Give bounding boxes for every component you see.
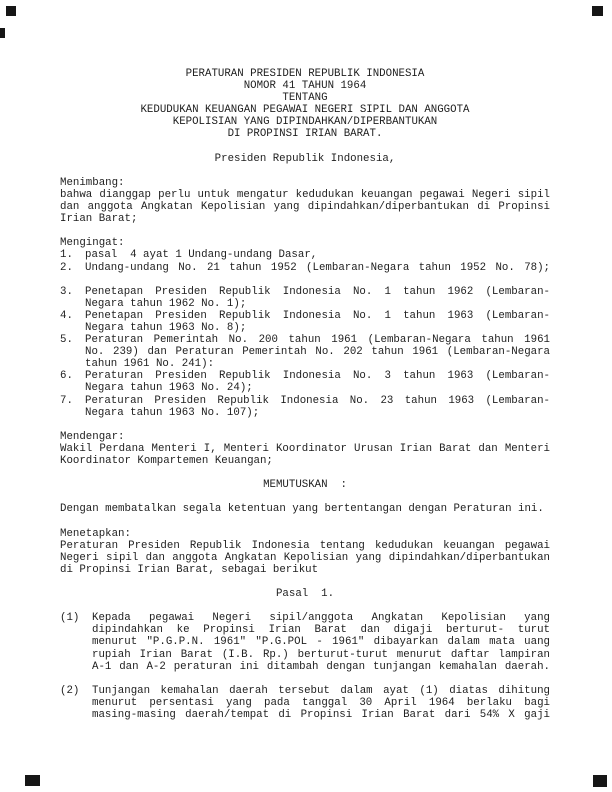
scan-mark-bottom-right-icon (593, 775, 607, 787)
doc-line-text: Peraturan Pemerintah No. 200 tahun 1961 (Lembaran-Negara tahun 1961 (85, 334, 550, 347)
doc-content (60, 68, 550, 721)
doc-line-text: No. 239) dan Peraturan Pemerintah No. 202 tahun 1961 (Lembaran-Negara (85, 346, 550, 359)
doc-line-text: DI PROPINSI IRIAN BARAT. (227, 128, 383, 141)
doc-line (60, 709, 550, 721)
doc-line (60, 382, 550, 394)
doc-line (60, 624, 550, 636)
doc-line-text: menurut "P.G.P.N. 1961" "P.G.POL - 1961" dibayarkan dalam mata uang (92, 636, 550, 649)
doc-line-text: Peraturan Presiden Republik Indonesia No. 3 tahun 1963 (Lembaran- (85, 370, 550, 383)
doc-line (60, 395, 550, 407)
blank-line (60, 673, 550, 685)
doc-line-text: Irian Barat; (60, 213, 138, 226)
scan-mark-bottom-left-icon (25, 775, 40, 786)
doc-line (60, 564, 550, 576)
doc-line-text: NOMOR 41 TAHUN 1964 (243, 80, 367, 93)
doc-line (60, 286, 550, 298)
doc-line-text: Koordinator Kompartemen Keuangan; (60, 455, 273, 467)
doc-line-text: masing-masing daerah/tempat di Propinsi Irian Barat dari 54% X gaji (92, 708, 550, 721)
doc-line-text: menurut persentasi yang pada tanggal 30 April 1964 berlaku bagi (92, 696, 550, 709)
doc-line-text: bahwa dianggap perlu untuk mengatur kedudukan keuangan pegawai Negeri sipil (60, 188, 550, 201)
blank-line (60, 419, 550, 431)
blank-line (60, 165, 550, 177)
doc-line-text: rupiah Irian Barat (I.B. Rp.) berturut-turut menurut daftar lampiran (92, 648, 550, 661)
doc-title-line (60, 104, 550, 116)
doc-line (60, 661, 550, 673)
doc-line-text: Mendengar: (60, 430, 125, 443)
doc-line-text: Pasal 1. (275, 588, 335, 601)
item-marker: 1. (60, 249, 73, 262)
doc-line (60, 189, 550, 201)
doc-line-text: MEMUTUSKAN : (263, 479, 347, 492)
doc-line-text: KEDUDUKAN KEUANGAN PEGAWAI NEGERI SIPIL DAN ANGGOTA (140, 104, 470, 117)
section-label (60, 237, 550, 249)
item-marker: 4. (60, 309, 73, 322)
doc-line-text: Presiden Republik Indonesia, (214, 152, 396, 165)
doc-line (60, 697, 550, 709)
doc-line (60, 213, 550, 225)
item-marker: (1) (60, 612, 80, 625)
doc-title-line (60, 80, 550, 92)
doc-line (60, 201, 550, 213)
blank-line (60, 576, 550, 588)
doc-line (60, 540, 550, 552)
doc-line-text: Wakil Perdana Menteri I, Menteri Koordinator Urusan Irian Barat dan Menteri (60, 442, 550, 455)
blank-line (60, 225, 550, 237)
doc-line-text: Peraturan Presiden Republik Indonesia No. 23 tahun 1963 (Lembaran- (85, 394, 550, 407)
doc-line-text: pasal 4 ayat 1 Undang-undang Dasar, (85, 249, 318, 262)
item-marker: 3. (60, 285, 73, 298)
doc-title-line (60, 128, 550, 140)
doc-line (60, 407, 550, 419)
item-marker: 7. (60, 394, 73, 407)
blank-line (60, 274, 550, 286)
doc-line-text: dipindahkan ke Propinsi Irian Barat dan digaji berturut- turut (92, 624, 550, 637)
doc-line-text: Menetapkan: (60, 527, 131, 540)
doc-line-text: Menimbang: (60, 176, 125, 189)
doc-title-line (60, 68, 550, 80)
doc-line (60, 649, 550, 661)
doc-line (60, 612, 550, 624)
pasal-heading (60, 588, 550, 600)
doc-line-text: Mengingat: (60, 237, 125, 250)
scan-mark-top-left-icon (6, 6, 16, 16)
doc-line-text: KEPOLISIAN YANG DIPINDAHKAN/DIPERBANTUKAN (172, 116, 438, 129)
blank-line (60, 467, 550, 479)
blank-line (60, 141, 550, 153)
blank-line (60, 515, 550, 527)
doc-line (60, 322, 550, 334)
doc-title-line (60, 92, 550, 104)
section-label (60, 177, 550, 189)
doc-line-text: Negeri sipil dan anggota Angkatan Kepolisian yang dipindahkan/diperbantukan (60, 551, 550, 564)
doc-line (60, 249, 550, 261)
scan-mark-top-right-icon (592, 6, 603, 16)
section-label (60, 528, 550, 540)
doc-line (60, 358, 550, 370)
doc-line (60, 262, 550, 274)
doc-line-text: Kepada pegawai Negeri sipil/anggota Angkatan Kepolisian yang (92, 612, 550, 625)
doc-line-text: Peraturan Presiden Republik Indonesia tentang kedudukan keuangan pegawai (60, 539, 550, 552)
issuer-line (60, 153, 550, 165)
doc-line (60, 346, 550, 358)
doc-line (60, 685, 550, 697)
doc-line-text: A-1 dan A-2 peraturan ini ditambah dengan tunjangan kemahalan daerah. (92, 660, 550, 673)
blank-line (60, 600, 550, 612)
scan-mark-left-edge-icon (0, 28, 5, 38)
doc-line (60, 503, 550, 515)
doc-line (60, 455, 550, 467)
doc-line-text: di Propinsi Irian Barat, sebagai berikut (60, 563, 319, 576)
doc-line (60, 552, 550, 564)
memutuskan-heading (60, 479, 550, 491)
doc-line-text: Penetapan Presiden Republik Indonesia No. 1 tahun 1962 (Lembaran- (85, 285, 550, 298)
doc-line-text: Negara tahun 1963 No. 24); (85, 382, 253, 395)
doc-line (60, 370, 550, 382)
item-marker: 5. (60, 334, 73, 347)
doc-line-text: TENTANG (282, 92, 328, 105)
doc-line (60, 298, 550, 310)
doc-title-line (60, 116, 550, 128)
item-marker: 2. (60, 261, 73, 274)
doc-line-text: Tunjangan kemahalan daerah tersebut dalam ayat (1) diatas dihitung (92, 684, 550, 697)
doc-line-text: Negara tahun 1963 No. 8); (85, 321, 247, 334)
doc-line (60, 443, 550, 455)
doc-line-text: PERATURAN PRESIDEN REPUBLIK INDONESIA (185, 68, 425, 80)
doc-line (60, 310, 550, 322)
doc-line-text: Dengan membatalkan segala ketentuan yang bertentangan dengan Peraturan ini. (60, 503, 544, 516)
doc-line-text: Penetapan Presiden Republik Indonesia No. 1 tahun 1963 (Lembaran- (85, 309, 550, 322)
doc-line (60, 334, 550, 346)
doc-line-text: dan anggota Angkatan Kepolisian yang dipindahkan/diperbantukan di Propinsi (60, 201, 550, 214)
doc-line-text: Negara tahun 1963 No. 107); (85, 406, 260, 419)
blank-line (60, 491, 550, 503)
section-label (60, 431, 550, 443)
doc-line-text: Negara tahun 1962 No. 1); (85, 297, 247, 310)
doc-line (60, 636, 550, 648)
doc-line-text: tahun 1961 No. 241): (85, 358, 215, 371)
doc-line-text: Undang-undang No. 21 tahun 1952 (Lembaran-Negara tahun 1952 No. 78); (85, 261, 550, 274)
item-marker: 6. (60, 370, 73, 383)
item-marker: (2) (60, 684, 80, 697)
